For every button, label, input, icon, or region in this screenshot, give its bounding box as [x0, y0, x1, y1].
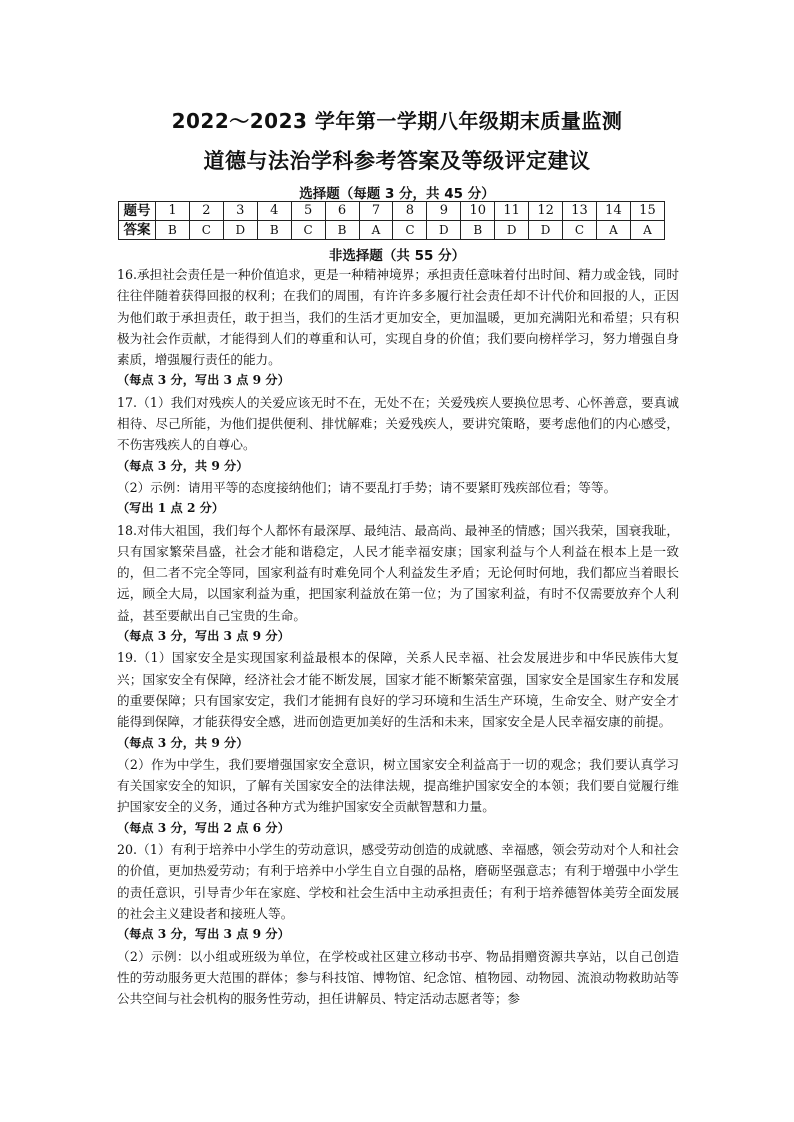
answer-cell: B — [325, 221, 359, 240]
answer-cell: D — [223, 221, 257, 240]
score-note: （写出 1 点 2 分） — [117, 501, 225, 516]
question-number-row — [119, 202, 665, 221]
score-note: （每点 3 分，写出 3 点 9 分） — [117, 927, 290, 942]
answer-cell: D — [427, 221, 461, 240]
answer-content — [117, 264, 679, 1009]
question-number-cell: 8 — [393, 202, 427, 221]
answer-paragraph-19-1: 19.（1）国家安全是实现国家利益最根本的保障，关系人民幸福、社会发展进步和中华民族伟大复兴；国家安全有保障，经济社会才能不断发展，国家才能不断繁荣富强，国家安全是国家生存和发展的重要保障；只有国家安定，我们才能拥有良好的学习环境和生活生产环境，生命安全、财产安全才能得到保障，才能获得安全感，进而创造更加美好的生活和未来，国家安全是人民幸福安康的前提。 — [117, 650, 679, 730]
answer-cell: C — [291, 221, 325, 240]
question-number-cell: 9 — [427, 202, 461, 221]
answer-cell: C — [563, 221, 597, 240]
answer-header: 答案 — [119, 221, 156, 240]
answer-paragraph-20-2: （2）示例：以小组或班级为单位，在学校或社区建立移动书亭、物品捐赠资源共享站，以自己创造性的劳动服务更大范围的群体；参与科技馆、博物馆、纪念馆、植物园、动物园、流浪动物救助站等公共空间与社会机构的服务性劳动，担任讲解员、特定活动志愿者等；参 — [117, 948, 679, 1007]
question-number-cell: 6 — [325, 202, 359, 221]
answer-paragraph-17-2: （2）示例：请用平等的态度接纳他们；请不要乱打手势；请不要紧盯残疾部位看；等等。 — [117, 479, 617, 495]
question-number-header: 题号 — [119, 202, 156, 221]
answer-cell: A — [359, 221, 393, 240]
question-number-cell: 4 — [257, 202, 291, 221]
answer-paragraph-17-1: 17.（1）我们对残疾人的关爱应该无时不在，无处不在；关爱残疾人要换位思考、心怀善意，要真诚相待、尽己所能，为他们提供便利、排忧解难；关爱残疾人，要讲究策略，要考虑他们的内心感受，不伤害残疾人的自尊心。 — [117, 394, 679, 453]
answer-cell: A — [630, 221, 664, 240]
question-number-cell: 5 — [291, 202, 325, 221]
question-number-cell: 13 — [563, 202, 597, 221]
score-note: （每点 3 分，写出 3 点 9 分） — [117, 373, 290, 388]
question-number-cell: 11 — [495, 202, 529, 221]
score-note: （每点 3 分，写出 2 点 6 分） — [117, 820, 290, 835]
answer-cell: D — [529, 221, 563, 240]
question-number-cell: 15 — [630, 202, 664, 221]
answer-cell: C — [189, 221, 223, 240]
answer-cell: B — [461, 221, 495, 240]
answer-paragraph-16: 16.承担社会责任是一种价值追求，更是一种精神境界；承担责任意味着付出时间、精力或金钱，同时往往伴随着获得回报的权利；在我们的周围，有许许多多履行社会责任却不计代价和回报的人，正因为他们敢于承担责任，敢于担当，我们的生活才更加安全，更加温暖，更加充满阳光和希望；只有积极为社会作贡献，才能得到人们的尊重和认可，实现自身的价值；我们要向榜样学习，努力增强自身素质，增强履行责任的能力。 — [117, 267, 679, 368]
choice-section-heading: 选择题（每题 3 分，共 45 分） — [299, 186, 495, 202]
answer-paragraph-18: 18.对伟大祖国，我们每个人都怀有最深厚、最纯洁、最高尚、最神圣的情感；国兴我荣，国衰我耻，只有国家繁荣昌盛，社会才能和谐稳定，人民才能幸福安康；国家利益与个人利益在根本上是一致的，但二者不完全等同，国家利益有时难免同个人利益发生矛盾；无论何时何地，我们都应当着眼长远，顾全大局，以国家利益为重，把国家利益放在第一位；为了国家利益，有时不仅需要放弃个人利益，甚至要献出自己宝贵的生命。 — [117, 522, 679, 623]
answer-cell: C — [393, 221, 427, 240]
question-number-cell: 14 — [596, 202, 630, 221]
question-number-cell: 12 — [529, 202, 563, 221]
answer-table — [118, 201, 665, 240]
document-title-line2: 道德与法治学科参考答案及等级评定建议 — [203, 149, 591, 173]
answer-cell: A — [596, 221, 630, 240]
answer-cell: D — [495, 221, 529, 240]
question-number-cell: 2 — [189, 202, 223, 221]
answer-paragraph-19-2: （2）作为中学生，我们要增强国家安全意识，树立国家安全利益高于一切的观念；我们要认真学习有关国家安全的知识，了解有关国家安全的法律法规，提高维护国家安全的本领；我们要自觉履行维护国家安全的义务，通过各种方式为维护国家安全贡献智慧和力量。 — [117, 756, 679, 815]
document-title-line1: 2022～2023 学年第一学期八年级期末质量监测 — [171, 109, 623, 133]
answer-row — [119, 221, 665, 240]
answer-paragraph-20-1: 20.（1）有利于培养中小学生的劳动意识，感受劳动创造的成就感、幸福感，领会劳动对个人和社会的价值，更加热爱劳动；有利于培养中小学生自立自强的品格，磨砺坚强意志；有利于增强中小学生的责任意识，引导青少年在家庭、学校和社会生活中主动承担责任；有利于培养德智体美劳全面发展的社会主义建设者和接班人等。 — [117, 842, 679, 921]
score-note: （每点 3 分，共 9 分） — [117, 735, 249, 750]
question-number-cell: 1 — [156, 202, 190, 221]
score-note: （每点 3 分，共 9 分） — [117, 458, 249, 473]
answer-cell: B — [156, 221, 190, 240]
question-number-cell: 10 — [461, 202, 495, 221]
question-number-cell: 3 — [223, 202, 257, 221]
nonchoice-section-heading: 非选择题（共 55 分） — [328, 248, 466, 264]
answer-cell: B — [257, 221, 291, 240]
score-note: （每点 3 分，写出 3 点 9 分） — [117, 629, 290, 644]
question-number-cell: 7 — [359, 202, 393, 221]
